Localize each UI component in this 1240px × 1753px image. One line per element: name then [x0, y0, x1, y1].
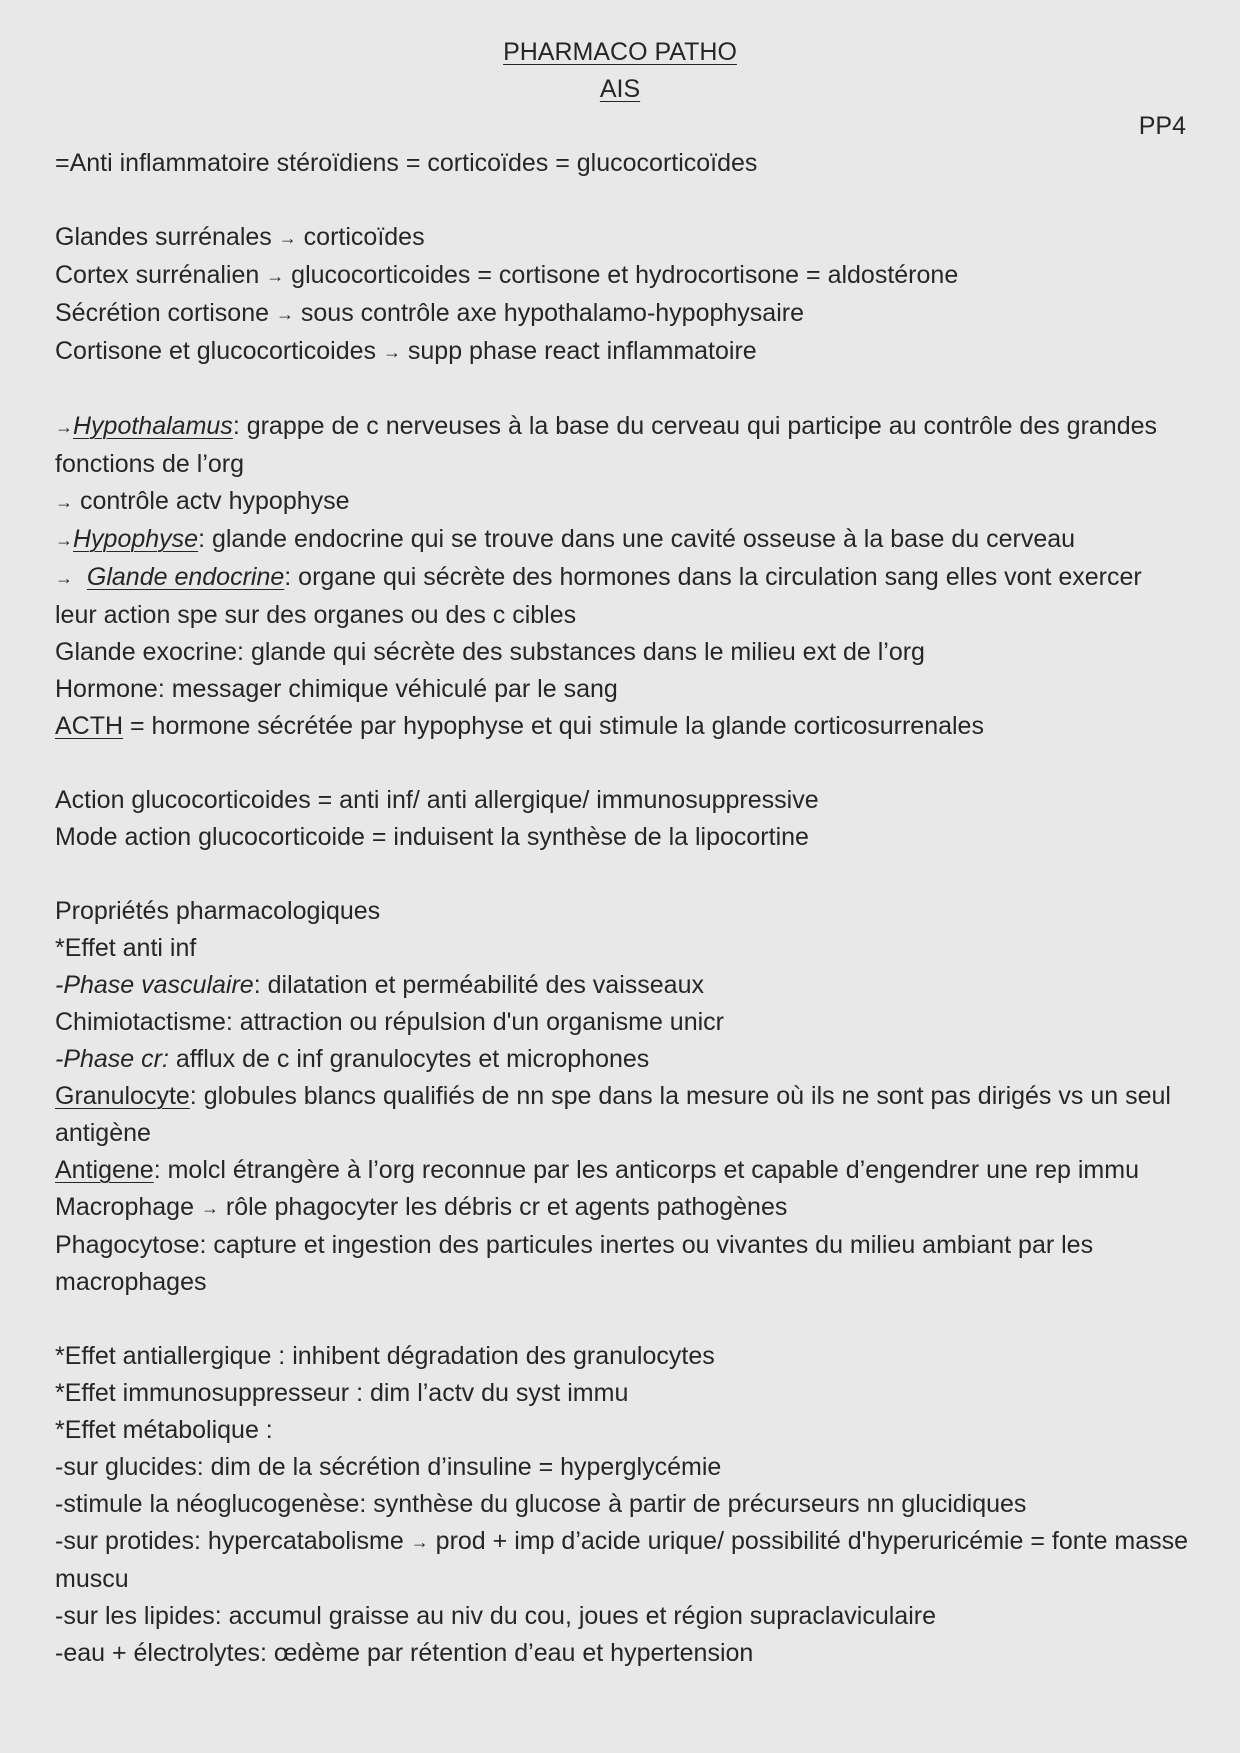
- endocrine-definition: → Glande endocrine: organe qui sécrète des hormones dans la circulation sang elles vont exercer leur action spe sur des organes ou des c cibles: [55, 563, 1142, 629]
- term-phase-vasculaire: -Phase vasculaire: [55, 971, 254, 999]
- antigene-definition: Antigene: molcl étrangère à l’org reconnue par les anticorps et capable d’engendrer une rep immu: [55, 1156, 1139, 1184]
- arrow-icon: →: [200, 1198, 219, 1218]
- arrow-icon: →: [55, 417, 73, 437]
- macrophage-line: Macrophage → rôle phagocyter les débris cr et agents pathogènes: [55, 1193, 788, 1221]
- arrow-icon: →: [275, 304, 294, 324]
- exocrine-definition: Glande exocrine: glande qui sécrète des substances dans le milieu ext de l’org: [55, 638, 925, 666]
- phagocytose-definition: Phagocytose: capture et ingestion des particules inertes ou vivantes du milieu ambiant par les macrophages: [55, 1231, 1094, 1296]
- document-body: [55, 145, 1190, 1672]
- arrow-icon: →: [410, 1532, 429, 1552]
- section-heading: Propriétés pharmacologiques: [55, 897, 381, 925]
- controle-line: → contrôle actv hypophyse: [55, 487, 350, 515]
- effet-glucides: -sur glucides: dim de la sécrétion d’insuline = hyperglycémie: [55, 1453, 722, 1481]
- effet-metabolique: *Effet métabolique :: [55, 1416, 273, 1444]
- effet-protides: -sur protides: hypercatabolisme → prod + imp d’acide urique/ possibilité d'hyperuricémie = fonte masse muscu: [55, 1527, 1189, 1593]
- spacer: [55, 182, 1190, 219]
- secretion-line: Sécrétion cortisone → sous contrôle axe hypothalamo-hypophysaire: [55, 299, 804, 327]
- term-hypophyse: Hypophyse: [73, 525, 199, 553]
- effet-neoglucogenese: -stimule la néoglucogenèse: synthèse du glucose à partir de précurseurs nn glucidiques: [55, 1490, 1027, 1518]
- document-subtitle: AIS: [599, 75, 641, 103]
- hypothalamus-definition: →Hypothalamus: grappe de c nerveuses à la base du cerveau qui participe au contrôle des grandes fonctions de l’org: [55, 412, 1158, 478]
- term-phase-cr: -Phase cr:: [55, 1045, 169, 1073]
- arrow-icon: →: [266, 266, 285, 286]
- cortex-line: Cortex surrénalien → glucocorticoides = cortisone et hydrocortisone = aldostérone: [55, 261, 959, 289]
- page-reference: PP4: [1138, 112, 1186, 140]
- chimiotactisme-definition: Chimiotactisme: attraction ou répulsion d'un organisme unicr: [55, 1008, 724, 1036]
- hormone-definition: Hormone: messager chimique véhiculé par le sang: [55, 675, 618, 703]
- arrow-icon: →: [382, 342, 401, 362]
- spacer: [55, 856, 1190, 893]
- term-hypothalamus: Hypothalamus: [73, 412, 233, 440]
- action-line: Action glucocorticoides = anti inf/ anti allergique/ immunosuppressive: [55, 786, 819, 814]
- effet-lipides: -sur les lipides: accumul graisse au niv du cou, joues et région supraclaviculaire: [55, 1602, 936, 1630]
- document-title: PHARMACO PATHO: [503, 38, 737, 66]
- effet-antiallergique: *Effet antiallergique : inhibent dégradation des granulocytes: [55, 1342, 715, 1370]
- hypophyse-definition: →Hypophyse: glande endocrine qui se trouve dans une cavité osseuse à la base du cerveau: [55, 525, 1076, 553]
- arrow-icon: →: [55, 492, 73, 512]
- glands-line: Glandes surrénales → corticoïdes: [55, 223, 425, 251]
- arrow-icon: →: [55, 530, 73, 550]
- mode-action-line: Mode action glucocorticoide = induisent la synthèse de la lipocortine: [55, 823, 809, 851]
- effet-immunosuppresseur: *Effet immunosuppresseur : dim l’actv du syst immu: [55, 1379, 629, 1407]
- cortisone-line: Cortisone et glucocorticoides → supp phase react inflammatoire: [55, 337, 757, 365]
- spacer: [55, 745, 1190, 782]
- intro-line: =Anti inflammatoire stéroïdiens = corticoïdes = glucocorticoïdes: [55, 149, 758, 177]
- term-granulocyte: Granulocyte: [55, 1082, 190, 1110]
- spacer: [55, 1301, 1190, 1338]
- phase-vasculaire: -Phase vasculaire: dilatation et perméabilité des vaisseaux: [55, 971, 704, 999]
- granulocyte-definition: Granulocyte: globules blancs qualifiés de nn spe dans la mesure où ils ne sont pas dirigés vs un seul antigène: [55, 1082, 1171, 1147]
- spacer: [55, 371, 1190, 408]
- term-glande-endocrine: Glande endocrine: [86, 563, 285, 591]
- phase-cr: -Phase cr: afflux de c inf granulocytes et microphones: [55, 1045, 650, 1073]
- effet-anti-inf: *Effet anti inf: [55, 934, 197, 962]
- acth-definition: ACTH = hormone sécrétée par hypophyse et qui stimule la glande corticosurrenales: [55, 712, 984, 740]
- arrow-icon: →: [278, 228, 297, 248]
- arrow-icon: →: [55, 568, 73, 588]
- term-acth: ACTH: [55, 712, 124, 740]
- effet-eau-electrolytes: -eau + électrolytes: œdème par rétention d’eau et hypertension: [55, 1639, 754, 1667]
- term-antigene: Antigene: [55, 1156, 154, 1184]
